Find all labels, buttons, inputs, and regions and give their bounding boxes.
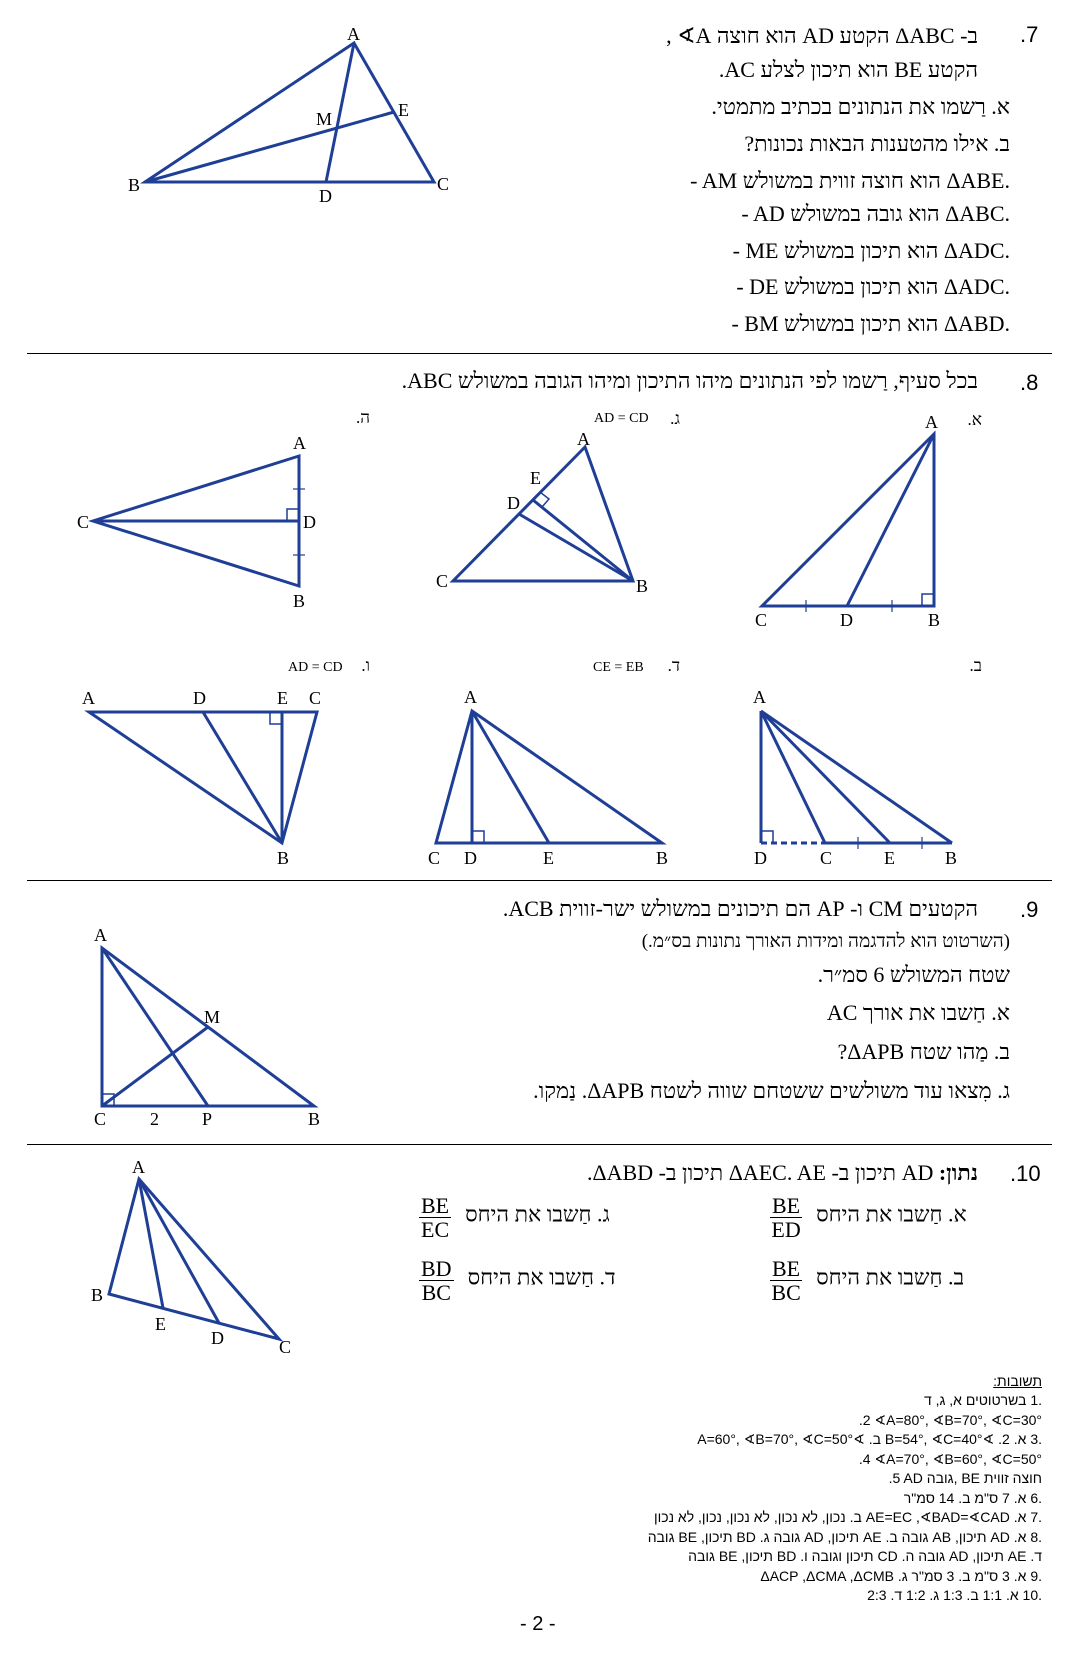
q8-part-d-label: ד.: [667, 656, 680, 675]
q10-fraction-a: $\frac{BE}{ED}$: [771, 1193, 801, 1243]
svg-text:D: D: [211, 1328, 224, 1348]
svg-text:C: C: [94, 1109, 107, 1129]
q8-part-g-given: AD = CD: [594, 411, 649, 426]
answer-row: .5 AD גובה, BE חוצה זווית: [888, 1470, 1042, 1486]
svg-text:A: A: [293, 433, 306, 453]
answer-row: .9 א. 3 ס"מ ב. 3 סמ"ר ג. ΔACP ,ΔCMA ,ΔCMB: [760, 1567, 1042, 1584]
q10-part-d-label: ד. חַשבו את היחס: [467, 1264, 616, 1290]
question-number-9: .9: [1020, 897, 1039, 922]
svg-text:B: B: [277, 848, 290, 868]
q9-line3: שטח המשולש 6 סמ״ר.: [817, 962, 1010, 987]
svg-text:E: E: [543, 848, 554, 868]
svg-text:2: 2: [150, 1109, 159, 1129]
q9-part-b: ב. מַהו שטח ΔAPB?: [837, 1039, 1010, 1064]
svg-text:A: A: [753, 687, 766, 707]
svg-text:A: A: [464, 687, 477, 707]
svg-text:A: A: [82, 688, 95, 708]
answer-row: .10 א. 1:1 ב. 1:3 ג. 1:2 ד. 2:3: [867, 1587, 1042, 1603]
q9-line2: (השרטוט הוא להדגמה ומידות האורך נתונות בס״מ.): [641, 931, 1010, 952]
q10-part-c-label: ג. חַשבו את היחס: [465, 1201, 610, 1227]
answer-row: .4 ∢A=70°, ∢B=60°, ∢C=50°: [858, 1450, 1042, 1467]
q7-label-E: E: [398, 100, 409, 120]
svg-text:D: D: [840, 610, 853, 630]
svg-text:D: D: [193, 688, 206, 708]
answers-title: תשובות:: [993, 1373, 1042, 1389]
q8-part-v-label: ו.: [361, 656, 370, 675]
answer-row: .7 א. AE=EC ,∢BAD=∢CAD ב. נכון, לא נכון, לא נכון, נכון, לא נכון: [653, 1509, 1042, 1525]
svg-text:C: C: [755, 610, 768, 630]
q7-line2: הקטע BE הוא תיכון לצלע AC.: [718, 57, 978, 82]
q9-part-c: ג. מִצאו עוד משולשים ששטחם שווה לשטח ΔAPB. נַמקו.: [533, 1078, 1010, 1103]
q7-claim-1: - AM הוא חוצה זווית במשולש ΔABE.: [690, 168, 1010, 193]
svg-text:A: A: [577, 429, 590, 449]
question-number-7: .7: [1020, 22, 1039, 47]
answer-row: ד. AE תיכון, AD גובה ה. CD תיכון וגובה ו. BD תיכון, BE גובה: [688, 1548, 1042, 1564]
svg-text:D: D: [507, 493, 520, 513]
q8-part-h-label: ה.: [355, 408, 370, 427]
svg-text:A: A: [94, 925, 107, 945]
q7-label-M: M: [316, 109, 333, 129]
q10-given-label: נתון:: [938, 1160, 978, 1185]
svg-text:C: C: [77, 512, 90, 532]
q10-given-text: AD תיכון ב- ΔAEC. AE תיכון ב- ΔABD.: [586, 1160, 939, 1185]
svg-text:D: D: [754, 848, 767, 868]
svg-text:E: E: [155, 1314, 166, 1334]
q7-line1: ב- ΔABC הקטע AD הוא חוצה A∢ ,: [666, 23, 978, 48]
q7-claim-3: - ME הוא תיכון במשולש ΔADC.: [732, 238, 1010, 263]
svg-text:B: B: [656, 848, 669, 868]
svg-text:C: C: [820, 848, 833, 868]
page-number: - 2 -: [520, 1613, 556, 1635]
svg-text:B: B: [91, 1285, 104, 1305]
q7-claim-5: - BM הוא תיכון במשולש ΔABD.: [731, 311, 1010, 336]
q7-part-b: ב. אילו מהטענות הבאות נכונות?: [744, 131, 1010, 156]
q7-label-C: C: [437, 174, 450, 194]
svg-text:A: A: [132, 1157, 145, 1177]
answer-row: .3 א. 2. ∢B=54°, ∢C=40° ב. ∢A=60°, ∢B=70°, ∢C=50°: [697, 1431, 1042, 1447]
svg-text:B: B: [308, 1109, 321, 1129]
q10-triangle-ABC: [109, 1179, 279, 1339]
q7-label-D: D: [319, 186, 332, 206]
svg-text:E: E: [277, 688, 288, 708]
answer-row: .6 א. 7 ס"מ ב. 14 סמ"ר: [903, 1489, 1042, 1506]
answer-row: .1 בשרטוטים א, ג, ד: [923, 1392, 1042, 1408]
q10-fraction-d: $\frac{BD}{BC}$: [421, 1256, 452, 1306]
q10-part-b-label: ב. חַשבו את היחס: [816, 1264, 965, 1290]
svg-text:M: M: [204, 1007, 221, 1027]
answer-row: .8 א. AD תיכון, AB גובה ב. AE תיכון, AD גובה ג. BD תיכון, BE גובה: [647, 1528, 1042, 1545]
q7-label-B: B: [128, 175, 141, 195]
q10-fraction-b: $\frac{BE}{BC}$: [771, 1256, 801, 1306]
svg-text:B: B: [293, 591, 306, 611]
q10-fraction-c: $\frac{BE}{EC}$: [421, 1193, 450, 1243]
q7-claim-4: - DE הוא תיכון במשולש ΔADC.: [736, 274, 1010, 299]
q9-part-a: א. חַשבו את אורך AC: [826, 1000, 1010, 1025]
q7-part-a: א. רַשמו את הנתונים בכתיב מתמטי.: [711, 94, 1010, 119]
q8-part-g-label: ג.: [670, 409, 680, 428]
q8-part-a-label: א.: [967, 410, 982, 429]
q7-claim-2: - AD הוא גובה במשולש ΔABC.: [741, 201, 1010, 226]
q9-line1: הקטעים CM ו- AP הם תיכונים במשולש ישר-זווית ACB.: [502, 896, 978, 921]
svg-text:A: A: [925, 412, 938, 432]
svg-text:D: D: [303, 512, 316, 532]
svg-text:C: C: [309, 688, 322, 708]
answer-row: .2 ∢A=80°, ∢B=70°, ∢C=30°: [858, 1411, 1042, 1428]
svg-text:E: E: [530, 468, 541, 488]
q8-part-d-given: CE = EB: [593, 660, 644, 675]
q7-label-A: A: [347, 24, 360, 44]
svg-text:P: P: [202, 1109, 213, 1129]
answers-list: [482, 1391, 1042, 1606]
svg-text:C: C: [428, 848, 441, 868]
q8-text: בכל סעיף, רַשמו לפי הנתונים מיהו התיכון ומיהו הגובה במשולש ABC.: [401, 368, 978, 393]
svg-text:D: D: [464, 848, 477, 868]
question-number-10: .10: [1010, 1161, 1041, 1186]
q8-part-v-given: AD = CD: [288, 660, 343, 675]
svg-text:B: B: [928, 610, 941, 630]
svg-text:B: B: [636, 576, 649, 596]
svg-text:C: C: [436, 571, 449, 591]
svg-text:B: B: [945, 848, 958, 868]
q10-part-a-label: א. חַשבו את היחס: [816, 1201, 967, 1227]
svg-text:C: C: [279, 1337, 292, 1357]
q8-part-b-label: ב.: [969, 656, 982, 675]
svg-text:E: E: [884, 848, 895, 868]
question-number-8: .8: [1020, 370, 1039, 395]
